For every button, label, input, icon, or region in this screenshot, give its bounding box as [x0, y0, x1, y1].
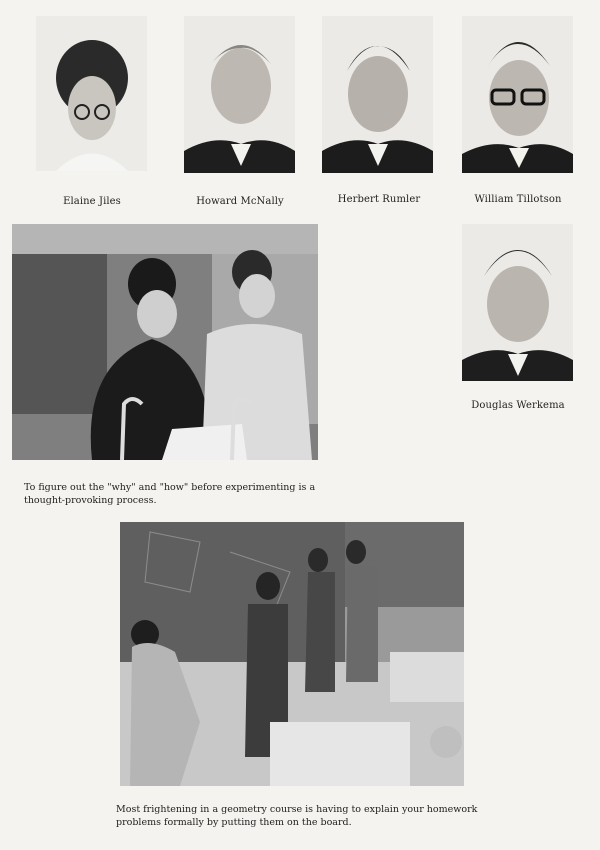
photo-geometry-blackboard — [120, 522, 464, 786]
portrait-photo-elaine-jiles — [36, 16, 147, 171]
portrait-name: Howard McNally — [196, 196, 284, 207]
portrait-photo-douglas-werkema — [462, 224, 573, 381]
portrait-photo-howard-mcnally — [184, 16, 295, 173]
photo-caption — [116, 803, 516, 829]
caption-line: To figure out the "why" and "how" before experimenting is a — [24, 482, 316, 493]
portrait-photo-william-tillotson — [462, 16, 573, 173]
portrait-name: Elaine Jiles — [63, 196, 121, 207]
caption-line: Most frightening in a geometry course is having to explain your homework — [116, 804, 478, 815]
photo-chemistry-lab — [12, 224, 318, 460]
photo-caption — [24, 481, 344, 507]
portrait-name: Douglas Werkema — [471, 400, 565, 411]
caption-line: problems formally by putting them on the board. — [116, 817, 352, 828]
portrait-name: William Tillotson — [474, 194, 562, 205]
caption-line: thought-provoking process. — [24, 495, 157, 506]
portrait-photo-herbert-rumler — [322, 16, 433, 173]
portrait-name: Herbert Rumler — [337, 194, 421, 205]
